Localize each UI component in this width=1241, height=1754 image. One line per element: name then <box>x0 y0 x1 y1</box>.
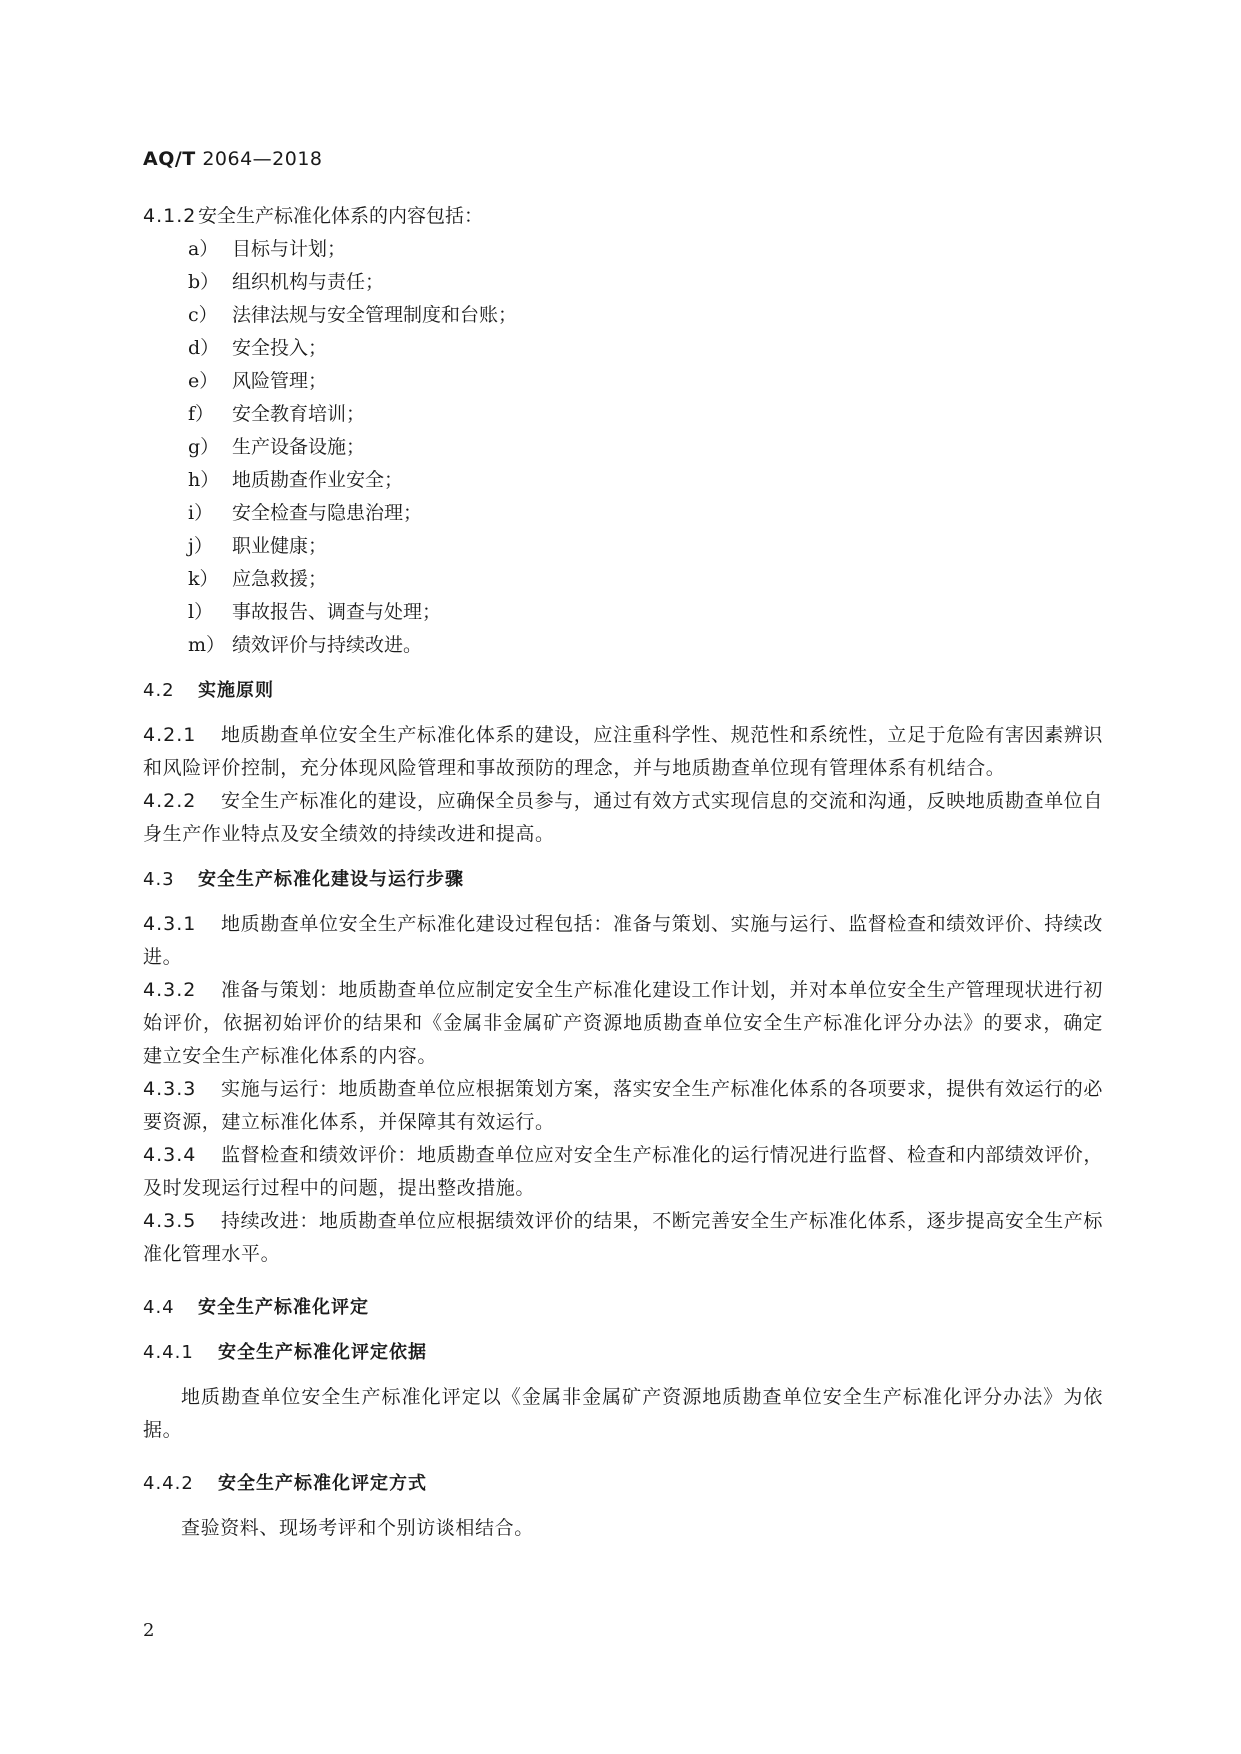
clause-number: 4.3.1 <box>143 913 197 935</box>
list-item-text: 地质勘查作业安全； <box>232 469 404 491</box>
list-marker: m） <box>188 634 226 656</box>
section-title: 安全生产标准化建设与运行步骤 <box>198 869 464 890</box>
section-number: 4.4 <box>143 1297 175 1318</box>
clause-4-3-1 <box>143 908 1103 974</box>
clause-number: 4.1.2 <box>143 205 197 227</box>
list-item-text: 绩效评价与持续改进。 <box>232 634 423 656</box>
clause-number: 4.2.2 <box>143 790 197 812</box>
list-item-text: 安全检查与隐患治理； <box>232 502 423 524</box>
section-number: 4.3 <box>143 869 175 890</box>
section-heading-4-3 <box>143 863 1103 896</box>
clause-text: 准备与策划：地质勘查单位应制定安全生产标准化建设工作计划，并对本单位安全生产管理现状进行初始评价，依据初始评价的结果和《金属非金属矿产资源地质勘查单位安全生产标准化评分办法》的要求，确定建立安全生产标准化体系的内容。 <box>143 979 1104 1067</box>
list-item <box>143 497 1103 530</box>
list-item-text: 生产设备设施； <box>232 436 366 458</box>
list-marker: d） <box>188 337 220 359</box>
section-heading-4-4 <box>143 1291 1103 1324</box>
section-number: 4.2 <box>143 680 175 701</box>
list-marker: a） <box>188 238 219 260</box>
list-marker: l） <box>188 601 214 623</box>
clause-text: 地质勘查单位安全生产标准化体系的建设，应注重科学性、规范性和系统性，立足于危险有害因素辨识和风险评价控制，充分体现风险管理和事故预防的理念，并与地质勘查单位现有管理体系有机结合。 <box>143 724 1104 779</box>
list-item-text: 法律法规与安全管理制度和台账； <box>232 304 518 326</box>
paragraph-4-4-1: 地质勘查单位安全生产标准化评定以《金属非金属矿产资源地质勘查单位安全生产标准化评分办法》为依据。 <box>143 1386 1103 1441</box>
list-item-text: 安全投入； <box>232 337 328 359</box>
list-marker: e） <box>188 370 219 392</box>
list-marker: c） <box>188 304 218 326</box>
list-marker: g） <box>188 436 220 458</box>
list-item-text: 目标与计划； <box>232 238 347 260</box>
subsection-title: 安全生产标准化评定依据 <box>218 1342 427 1363</box>
clause-text: 监督检查和绩效评价：地质勘查单位应对安全生产标准化的运行情况进行监督、检查和内部绩效评价，及时发现运行过程中的问题，提出整改措施。 <box>143 1144 1104 1199</box>
list-marker: h） <box>188 469 220 491</box>
section-title: 安全生产标准化评定 <box>198 1297 369 1318</box>
list-marker: k） <box>188 568 219 590</box>
clause-number: 4.3.4 <box>143 1144 197 1166</box>
list-item <box>143 563 1103 596</box>
clause-number: 4.3.3 <box>143 1078 197 1100</box>
clause-4-3-5 <box>143 1205 1103 1271</box>
list-marker: f） <box>188 403 215 425</box>
list-item-text: 事故报告、调查与处理； <box>232 601 442 623</box>
document-body <box>143 200 1103 1545</box>
list-item-text: 应急救援； <box>232 568 328 590</box>
clause-4-2-1 <box>143 719 1103 785</box>
content-list <box>143 233 1103 662</box>
list-item <box>143 398 1103 431</box>
subsection-number: 4.4.2 <box>143 1473 194 1494</box>
subsection-heading-4-4-1 <box>143 1336 1103 1369</box>
list-marker: b） <box>188 271 220 293</box>
clause-text: 实施与运行：地质勘查单位应根据策划方案，落实安全生产标准化体系的各项要求，提供有效运行的必要资源，建立标准化体系，并保障其有效运行。 <box>143 1078 1104 1133</box>
clause-number: 4.2.1 <box>143 724 197 746</box>
clause-text: 安全生产标准化体系的内容包括： <box>198 205 484 227</box>
list-item <box>143 365 1103 398</box>
list-item-text: 职业健康； <box>232 535 328 557</box>
list-item-text: 安全教育培训； <box>232 403 366 425</box>
list-item <box>143 629 1103 662</box>
clause-4-2-2 <box>143 785 1103 851</box>
paragraph-4-4-2: 查验资料、现场考评和个别访谈相结合。 <box>181 1517 534 1539</box>
clause-4-3-2 <box>143 974 1103 1073</box>
standard-code <box>143 148 323 170</box>
section-heading-4-2 <box>143 674 1103 707</box>
list-item <box>143 332 1103 365</box>
list-item <box>143 530 1103 563</box>
section-title: 实施原则 <box>198 680 274 701</box>
page-number: 2 <box>143 1620 155 1641</box>
list-item <box>143 266 1103 299</box>
list-item-text: 组织机构与责任； <box>232 271 385 293</box>
list-item <box>143 233 1103 266</box>
standard-number: 2064—2018 <box>202 148 323 170</box>
list-marker: i） <box>188 502 214 524</box>
clause-4-3-4 <box>143 1139 1103 1205</box>
subsection-heading-4-4-2 <box>143 1467 1103 1500</box>
clause-number: 4.3.2 <box>143 979 197 1001</box>
clause-text: 持续改进：地质勘查单位应根据绩效评价的结果，不断完善安全生产标准化体系，逐步提高安全生产标准化管理水平。 <box>143 1210 1104 1265</box>
list-item <box>143 431 1103 464</box>
list-item-text: 风险管理； <box>232 370 328 392</box>
list-marker: j） <box>188 535 213 557</box>
subsection-title: 安全生产标准化评定方式 <box>218 1473 427 1494</box>
clause-number: 4.3.5 <box>143 1210 197 1232</box>
clause-text: 安全生产标准化的建设，应确保全员参与，通过有效方式实现信息的交流和沟通，反映地质勘查单位自身生产作业特点及安全绩效的持续改进和提高。 <box>143 790 1104 845</box>
list-item <box>143 299 1103 332</box>
clause-4-3-3 <box>143 1073 1103 1139</box>
subsection-number: 4.4.1 <box>143 1342 194 1363</box>
clause-4-1-2 <box>143 200 1103 233</box>
clause-text: 地质勘查单位安全生产标准化建设过程包括：准备与策划、实施与运行、监督检查和绩效评价、持续改进。 <box>143 913 1104 968</box>
list-item <box>143 464 1103 497</box>
list-item <box>143 596 1103 629</box>
standard-prefix: AQ/T <box>143 148 196 170</box>
